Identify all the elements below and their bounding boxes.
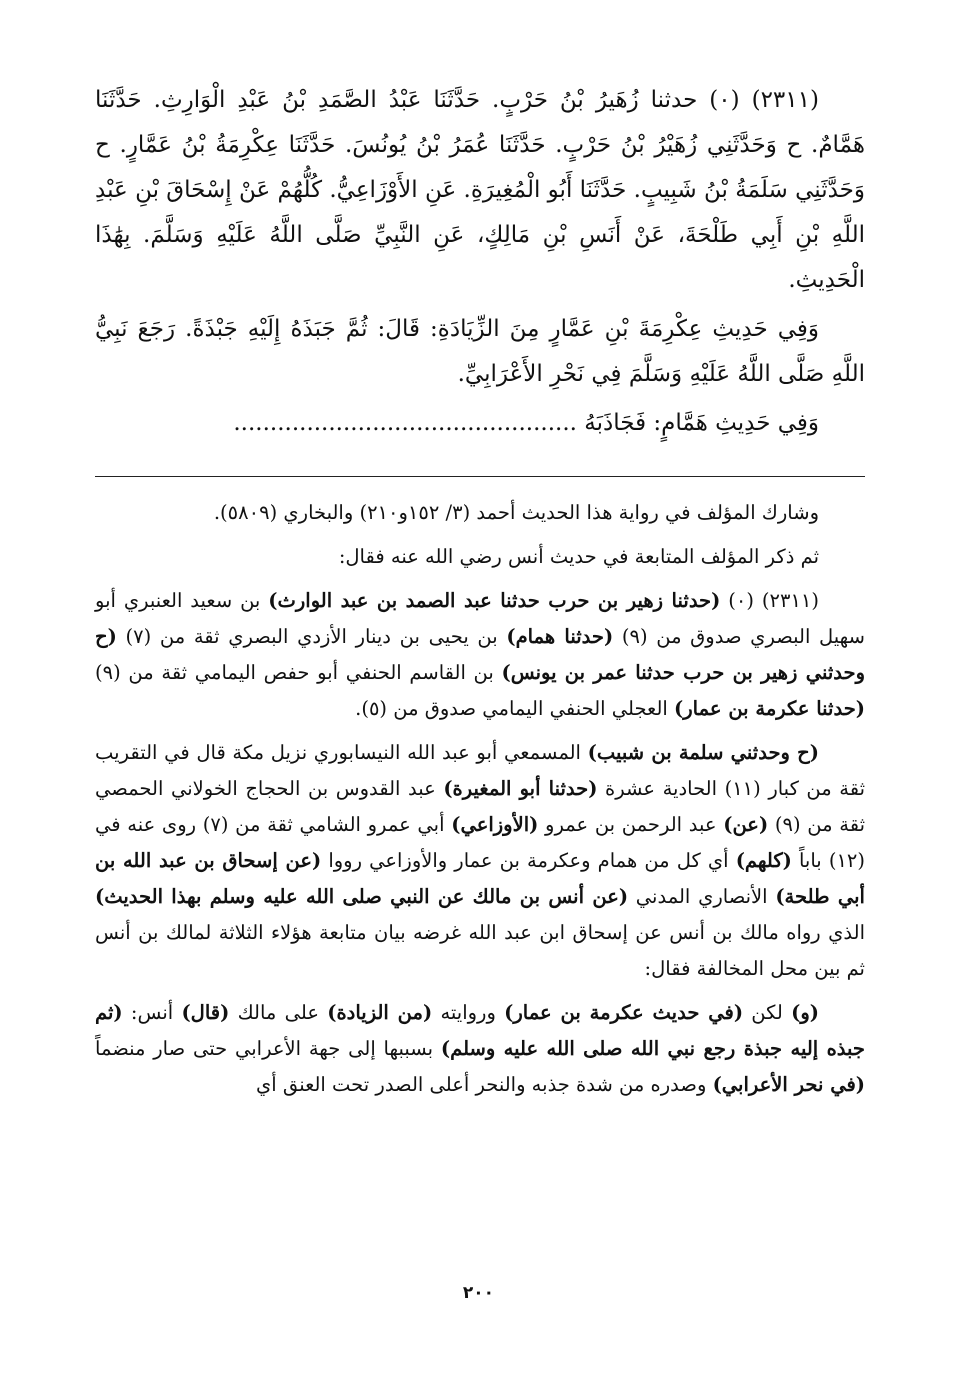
bold-matn-segment: (في حديث عكرمة بن عمار) — [504, 1001, 744, 1024]
hadith-text — [95, 78, 865, 446]
hadith-hammam-version — [95, 401, 865, 446]
commentary-segment: المسمعي أبو عبد الله النيسابوري نزيل مكة قال في التقريب ثقة من كبار (١١) الحادية عشرة — [95, 741, 865, 800]
commentary-segment: بن يحيى بن دينار الأزدي البصري ثقة من (٧) — [116, 625, 507, 648]
commentary-segment: الأنصاري المدني — [628, 885, 776, 908]
commentary-paragraph-3 — [95, 583, 865, 727]
bold-matn-segment: (ثم جبذه إليه جبذة رجع نبي الله صلى الله عليه وسلم) — [95, 1001, 865, 1060]
book-page — [95, 78, 865, 1103]
commentary-paragraph-1: وشارك المؤلف في رواية هذا الحديث أحمد (٣/ ١٥٢و٢١٠) والبخاري (٥٨٠٩). — [213, 501, 819, 524]
commentary-segment: لكن — [743, 1001, 792, 1024]
commentary-segment: بن سعيد العنبري أبو سهيل البصري صدوق من (٩) — [95, 589, 866, 648]
bold-matn-segment: (قال) — [181, 1001, 230, 1024]
commentary — [95, 495, 865, 1103]
ellipsis-dots: ............................................... — [233, 410, 577, 436]
commentary-segment: وصدره من شدة جذبه والنحر أعلى الصدر تحت العنق أي — [256, 1073, 713, 1096]
commentary-segment: وروايته — [432, 1001, 505, 1024]
commentary-segment: عبد القدوس بن الحجاج الخولاني الحمصي ثقة من (٩) — [95, 777, 865, 836]
commentary-segment: أنس: — [122, 1001, 182, 1024]
hadith-hammam-text: وَفِي حَدِيثِ هَمَّامٍ: فَجَاذَبَهُ — [584, 410, 819, 436]
commentary-segment: العجلي الحنفي اليمامي صدوق من (٥). — [355, 697, 675, 720]
bold-matn-segment: (و) — [791, 1001, 819, 1024]
bold-matn-segment: (حدثنا عكرمة بن عمار) — [674, 697, 865, 720]
commentary-segment: عبد الرحمن بن عمرو — [538, 813, 724, 836]
bold-matn-segment: (حدثنا همام) — [506, 625, 614, 648]
commentary-segment: أي كل من همام وعكرمة بن عمار والأوزاعي رووا — [321, 849, 736, 872]
commentary-segment: بسببها إلى جهة الأعرابي حتى صار منضماً — [95, 1037, 441, 1060]
bold-matn-segment: (الأوزاعي) — [451, 813, 539, 836]
commentary-paragraph-2: ثم ذكر المؤلف المتابعة في حديث أنس رضي الله عنه فقال: — [338, 545, 819, 568]
bold-matn-segment: (عن أنس بن مالك عن النبي صلى الله عليه وسلم بهذا الحديث) — [95, 885, 629, 908]
bold-matn-segment: (كلهم) — [735, 849, 792, 872]
commentary-segment: على مالك — [229, 1001, 328, 1024]
hadith-isnad-paragraph: (٢٣١١) (٠) حدثنا زُهَيرُ بْنُ حَرْبٍ. حَدَّثَنَا عَبْدُ الصَّمَدِ بْنُ عَبْدِ الْوَارِثِ. حَدَّثَنَا هَمَّامٌ. ح وَحَدَّثَنِي زُهَيْرُ بْنُ حَرْبٍ. حَدَّثَنَا عُمَرُ بْنُ يُونُسَ. حَدَّثَنَا عِكْرِمَةُ بْنُ عَمَّارٍ. ح وَحَدَّثَنِي سَلَمَةُ بْنُ شَبِيبٍ. حَدَّثَنَا أَبُو الْمُغِيرَةِ. عَنِ الأَوْزَاعِيُّ. كُلُّهُمْ عَنْ إِسْحَاقَ بْنِ عَبْدِ اللَّهِ بْنِ أَبِي طَلْحَةَ، عَنْ أَنَسِ بْنِ مَالِكٍ، عَنِ النَّبِيِّ صَلَّى اللَّهُ عَلَيْهِ وَسَلَّمَ. بِهَٰذَا الْحَدِيثِ. — [95, 87, 866, 293]
bold-matn-segment: (حدثنا أبو المغيرة) — [443, 777, 598, 800]
bold-matn-segment: (ح وحدثني سلمة بن شبيب) — [587, 741, 819, 764]
bold-matn-segment: (عن) — [723, 813, 769, 836]
commentary-paragraph-4 — [95, 735, 865, 987]
commentary-segment: (٢٣١١) (٠) — [720, 589, 820, 612]
bold-matn-segment: (ح وحدثني زهير بن حرب حدثنا عمر بن يونس) — [95, 625, 866, 684]
page-number: ٢٠٠ — [462, 1283, 495, 1303]
bold-matn-segment: (من الزيادة) — [327, 1001, 433, 1024]
commentary-paragraph-5 — [95, 995, 865, 1103]
bold-matn-segment: (عن إسحاق بن عبد الله بن أبي طلحة) — [95, 849, 865, 908]
commentary-segment: أبي عمرو الشامي ثقة من (٧) روى عنه في (١٢) باباً — [95, 813, 866, 872]
commentary-segment: بن القاسم الحنفي أبو حفص اليمامي ثقة من (٩) — [95, 661, 502, 684]
bold-matn-segment: (حدثنا زهير بن حرب حدثنا عبد الصمد بن عبد الوارث) — [268, 589, 721, 612]
commentary-segment: الذي رواه مالك بن أنس عن إسحاق ابن عبد الله غرضه بيان متابعة هؤلاء الثلاثة لمالك بن أنس ثم بين محل المخالفة فقال: — [95, 921, 865, 980]
footnote-divider — [95, 476, 865, 477]
bold-matn-segment: (في نحر الأعرابي) — [712, 1073, 865, 1096]
hadith-ikrima-addition: وَفِي حَدِيثِ عِكْرِمَةَ بْنِ عَمَّارٍ مِنَ الزِّيَادَةِ: قَالَ: ثُمَّ جَبَذَهُ إِلَيْهِ جَبْذَةً. رَجَعَ نَبِيُّ اللَّهِ صَلَّى اللَّهُ عَلَيْهِ وَسَلَّمَ فِي نَحْرِ الأَعْرَابِيِّ. — [95, 316, 865, 387]
